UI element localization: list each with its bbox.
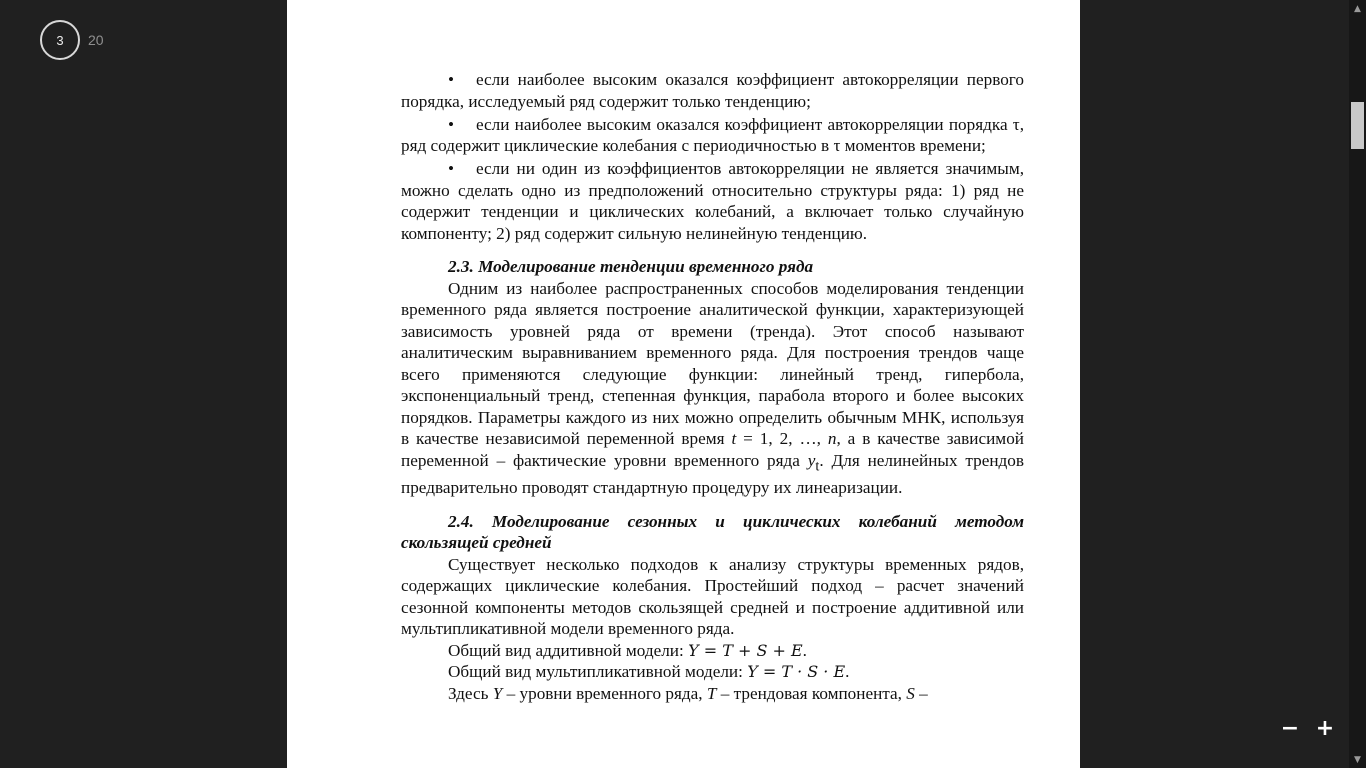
bullet-text: если наиболее высоким оказался коэффициент автокорреляции первого порядка, исследуемый ряд содержит только тенденцию;	[401, 70, 1024, 111]
section-heading: 2.3. Моделирование тенденции временного ряда	[448, 257, 814, 276]
current-page-number[interactable]: 3	[40, 20, 80, 60]
bullet-icon: •	[448, 114, 455, 134]
additive-formula: Y = T + S + E	[688, 640, 803, 660]
additive-model-line: Общий вид аддитивной модели: Y = T + S + E.	[448, 640, 807, 660]
scroll-down-icon[interactable]: ▼	[1354, 754, 1361, 765]
variable-t: t	[731, 429, 737, 448]
variable-y: y	[807, 450, 816, 470]
multiplicative-formula: Y = T · S · E	[747, 662, 846, 682]
bullet-item	[401, 158, 1024, 244]
bullet-text: если ни один из коэффициентов автокорреляции не является значимым, можно сделать одно из предположений относительно структуры ряда: 1) ряд не содержит тенденции и циклических колебаний, а включает только случайную компоненту; 2) ряд содержит сильную нелинейную тенденцию.	[401, 159, 1024, 243]
legend-paragraph: Здесь Y – уровни временного ряда, T – трендовая компонента, S –	[448, 683, 928, 703]
zoom-out-button[interactable]: −	[1280, 715, 1300, 741]
section-paragraph: Существует несколько подходов к анализу структуры временных рядов, содержащих циклические колебания. Простейший подход – расчет значений сезонной компоненты методов скользящей средней и построение аддитивной или мультипликативной модели временного ряда.	[401, 554, 1024, 639]
bullet-item	[401, 114, 1024, 157]
section-heading: 2.4. Моделирование сезонных и циклических колебаний методом скользящей средней	[401, 511, 1024, 553]
bullet-icon: •	[448, 159, 455, 178]
bullet-item	[401, 69, 1024, 112]
bullet-text: если наиболее высоким оказался коэффициент автокорреляции порядка τ, ряд содержит циклические колебания с периодичностью в τ моментов времени;	[401, 114, 1024, 155]
page-content	[401, 69, 1024, 704]
scroll-up-icon[interactable]: ▲	[1354, 3, 1361, 14]
multiplicative-model-line: Общий вид мультипликативной модели: Y = T · S · E.	[448, 662, 850, 682]
document-page	[287, 0, 1080, 768]
vertical-scrollbar[interactable]	[1349, 0, 1366, 768]
bullet-icon: •	[448, 70, 455, 89]
variable-n: n	[827, 429, 837, 448]
section-paragraph: Одним из наиболее распространенных способов моделирования тенденции временного ряда является построение аналитической функции, характеризующей зависимость уровней ряда от времени (тренда). Этот способ называют аналитическим выравниванием временного ряда. Для построения трендов чаще всего применяются следующие функции: линейный тренд, гипербола, экспоненциальный тренд, степенная функция, парабола второго и более высоких порядков. Параметры каждого из них можно определить обычным МНК, используя в качестве независимой переменной время t = 1, 2, …, n, а в качестве зависимой переменной – фактические уровни временного ряда $y_t$. Для нелинейных трендов предварительно проводят стандартную процедуру их линеаризации.	[401, 278, 1024, 498]
page-indicator	[40, 20, 104, 60]
zoom-in-button[interactable]: +	[1315, 715, 1335, 741]
variable-y-subscript: t	[815, 457, 820, 474]
scroll-thumb[interactable]	[1351, 102, 1364, 149]
total-pages: 20	[88, 32, 104, 48]
